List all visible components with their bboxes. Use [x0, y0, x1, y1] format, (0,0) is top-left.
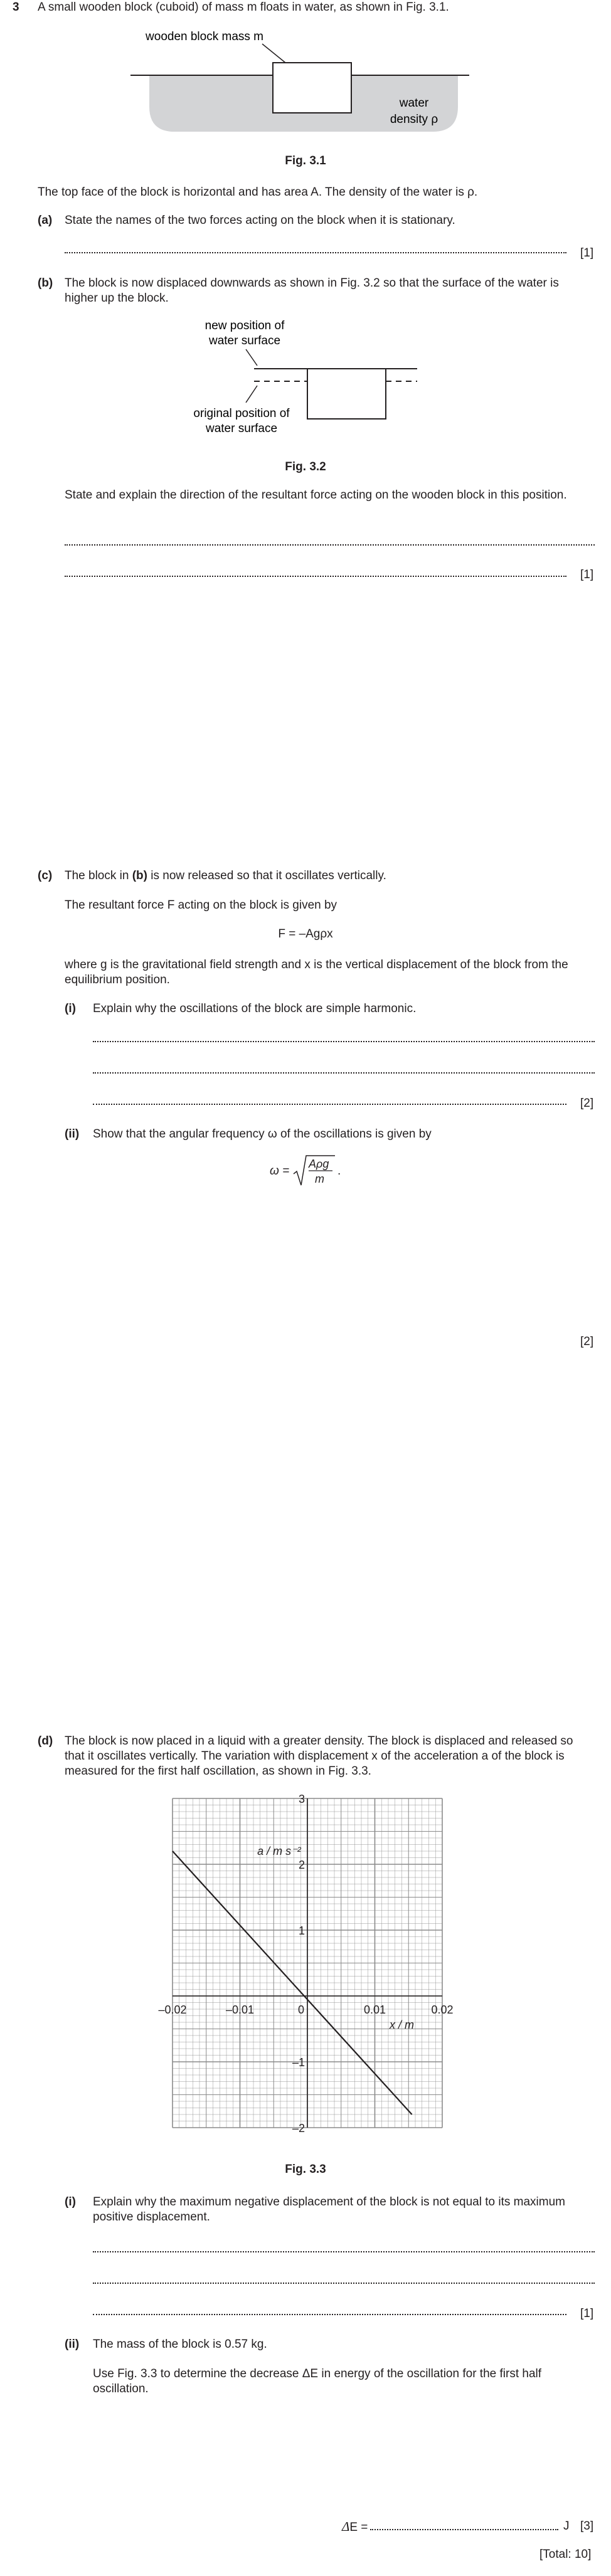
marks-c-ii: [2] — [580, 1335, 594, 1348]
x-tick-label: –0.01 — [225, 2003, 255, 2016]
marks-c-i: [2] — [580, 1097, 594, 1110]
answer-line-deltaE[interactable] — [370, 2529, 558, 2530]
marks-a: [1] — [580, 246, 594, 260]
water-label-1: water — [399, 97, 429, 110]
answer-label-deltaE: ΔE = — [342, 2519, 368, 2534]
block-label: wooden block mass m — [146, 30, 263, 43]
part-d-ii-label: (ii) — [65, 2338, 80, 2351]
y-tick-label: 2 — [298, 1859, 305, 1871]
part-b-label: (b) — [38, 277, 53, 290]
block-leader-line — [262, 44, 285, 63]
fig-3-3-caption: Fig. 3.3 — [285, 2163, 326, 2176]
wooden-block — [273, 63, 351, 113]
answer-line-c-i-3[interactable] — [93, 1104, 566, 1105]
displaced-block — [307, 369, 386, 419]
question-intro: A small wooden block (cuboid) of mass m floats in water, as shown in Fig. 3.1. — [38, 1, 449, 14]
omega-lhs: ω = — [270, 1164, 290, 1178]
total-marks: [Total: 10] — [539, 2548, 592, 2561]
force-where: where g is the gravitational field strength and x is the vertical displacement of the block from the equilibrium position. — [65, 958, 568, 986]
part-b-prompt: State and explain the direction of the resultant force acting on the wooden block in this position. — [65, 488, 567, 502]
new-position-label-1: new position of — [205, 319, 285, 332]
part-d-i-label: (i) — [65, 2195, 76, 2209]
y-tick-label: –1 — [292, 2056, 305, 2069]
part-d-ii-text2: Use Fig. 3.3 to determine the decrease ΔE in energy of the oscillation for the first half oscillation. — [93, 2367, 542, 2395]
new-surface-leader — [246, 349, 257, 366]
fig-3-2-caption: Fig. 3.2 — [285, 460, 326, 473]
answer-unit: J — [563, 2520, 570, 2533]
original-position-label-1: original position of — [193, 407, 290, 420]
y-tick-label: 1 — [298, 1924, 305, 1937]
figure-3-3-chart — [151, 1793, 464, 2145]
part-a-label: (a) — [38, 214, 53, 227]
part-d-label: (d) — [38, 1734, 53, 1748]
part-c-ii-text: Show that the angular frequency ω of the oscillations is given by — [93, 1127, 432, 1141]
answer-line-c-i-2[interactable] — [93, 1072, 595, 1074]
original-position-label-2: water surface — [205, 422, 278, 435]
x-tick-label: 0.02 — [431, 2003, 454, 2016]
water-label-2: density ρ — [390, 113, 438, 126]
answer-line-c-i-1[interactable] — [93, 1041, 595, 1042]
part-c-text — [65, 868, 386, 884]
marks-d-ii: [3] — [580, 2520, 594, 2533]
new-position-label-2: water surface — [208, 334, 281, 347]
y-tick-label: 3 — [298, 1793, 305, 1805]
original-surface-leader — [246, 386, 257, 403]
omega-denominator: m — [315, 1173, 324, 1185]
answer-line-a[interactable] — [65, 252, 566, 253]
figure-3-2 — [176, 317, 439, 442]
answer-line-b-2[interactable] — [65, 576, 566, 577]
part-c-label: (c) — [38, 869, 53, 882]
answer-line-d-i-1[interactable] — [93, 2251, 595, 2252]
marks-d-i: [1] — [580, 2307, 594, 2320]
part-a-text: State the names of the two forces acting on the block when it is stationary. — [65, 214, 455, 227]
part-d-i-text: Explain why the maximum negative displacement of the block is not equal to its maximum positive displacement. — [93, 2195, 565, 2224]
part-b-text: The block is now displaced downwards as shown in Fig. 3.2 so that the surface of the water is higher up the block. — [65, 277, 559, 305]
statement: The top face of the block is horizontal and has area A. The density of the water is ρ. — [38, 186, 478, 199]
y-axis-label: a / m s⁻² — [257, 1845, 301, 1857]
answer-line-d-i-2[interactable] — [93, 2283, 595, 2284]
part-c-ii-label: (ii) — [65, 1127, 80, 1141]
marks-b: [1] — [580, 568, 594, 581]
part-c-i-label: (i) — [65, 1002, 76, 1015]
part-d-ii-text: The mass of the block is 0.57 kg. — [93, 2338, 267, 2351]
omega-numerator: Aρg — [309, 1158, 329, 1170]
fig-3-1-caption: Fig. 3.1 — [285, 154, 326, 167]
figure-3-1 — [125, 25, 477, 144]
omega-equation — [270, 1153, 358, 1190]
x-tick-label: 0 — [297, 2003, 305, 2016]
x-axis-label: x / m — [390, 2019, 414, 2031]
question-number: 3 — [13, 1, 19, 14]
answer-line-b-1[interactable] — [65, 544, 595, 546]
part-c-i-text: Explain why the oscillations of the block are simple harmonic. — [93, 1002, 417, 1015]
omega-end: . — [337, 1164, 341, 1178]
answer-line-d-i-3[interactable] — [93, 2314, 566, 2315]
force-intro: The resultant force F acting on the block is given by — [65, 899, 337, 912]
x-tick-label: –0.02 — [158, 2003, 187, 2016]
answer-label-text: E = — [349, 2521, 368, 2534]
part-c-text-post: is now released so that it oscillates vertically. — [147, 869, 386, 882]
part-d-text: The block is now placed in a liquid with a greater density. The block is displaced and released so that it oscillates vertically. The variation with displacement x of the acceleration a of the block is measured for the first half oscillation, as shown in Fig. 3.3. — [65, 1734, 573, 1778]
force-equation: F = –Agρx — [278, 927, 333, 941]
y-tick-label: –2 — [292, 2122, 305, 2135]
part-c-ref: (b) — [132, 869, 147, 882]
part-c-text-pre: The block in — [65, 869, 132, 882]
x-tick-label: 0.01 — [363, 2003, 386, 2016]
